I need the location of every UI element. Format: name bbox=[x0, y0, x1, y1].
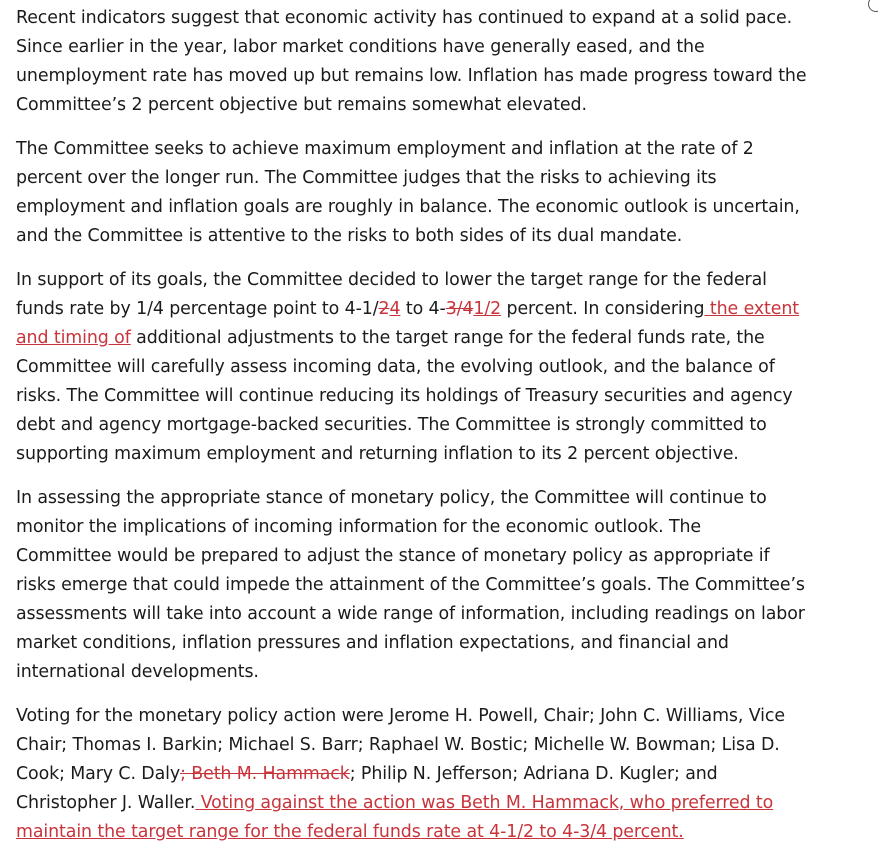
text-line: risks emerge that could impede the attainment of the Committee’s goals. The Committee’s bbox=[16, 575, 805, 595]
text-line: employment and inflation goals are roughly in balance. The economic outlook is uncertain, bbox=[16, 197, 800, 217]
text-run: additional adjustments to the target range for the federal funds rate, the bbox=[130, 328, 765, 348]
deleted-text[interactable]: 3/4 bbox=[445, 299, 474, 319]
paragraph-policy-stance bbox=[16, 484, 878, 687]
text-line-with-revisions bbox=[16, 818, 878, 847]
deleted-text[interactable]: ; Beth M. Hammack bbox=[180, 764, 350, 784]
text-run: Cook; Mary C. Daly bbox=[16, 764, 181, 784]
paragraph-voting bbox=[16, 702, 878, 847]
text-line: debt and agency mortgage-backed securities. The Committee is strongly committed to bbox=[16, 415, 767, 435]
text-line: percent over the longer run. The Committee judges that the risks to achieving its bbox=[16, 168, 717, 188]
text-line: supporting maximum employment and returning inflation to its 2 percent objective. bbox=[16, 444, 739, 464]
text-line: Committee would be prepared to adjust the stance of monetary policy as appropriate if bbox=[16, 546, 770, 566]
text-line: Recent indicators suggest that economic activity has continued to expand at a solid pace. bbox=[16, 8, 793, 28]
text-line: The Committee seeks to achieve maximum employment and inflation at the rate of 2 bbox=[16, 139, 754, 159]
text-line: and the Committee is attentive to the risks to both sides of its dual mandate. bbox=[16, 226, 683, 246]
text-line: Committee’s 2 percent objective but remains somewhat elevated. bbox=[16, 95, 587, 115]
text-line: In assessing the appropriate stance of monetary policy, the Committee will continue to bbox=[16, 488, 767, 508]
paragraph-policy-decision bbox=[16, 266, 878, 469]
text-line-with-revisions bbox=[16, 760, 878, 789]
text-line: monitor the implications of incoming information for the economic outlook. The bbox=[16, 517, 702, 537]
text-line-with-revisions bbox=[16, 324, 878, 353]
text-line-with-revisions bbox=[16, 789, 878, 818]
deleted-text[interactable]: 2 bbox=[378, 299, 390, 319]
text-run: funds rate by 1/4 percentage point to 4-1/ bbox=[16, 299, 379, 319]
text-line: Voting for the monetary policy action were Jerome H. Powell, Chair; John C. Williams, Vice bbox=[16, 706, 785, 726]
text-line: international developments. bbox=[16, 662, 259, 682]
inserted-text[interactable]: Voting against the action was Beth M. Hammack, who preferred to bbox=[195, 793, 774, 813]
inserted-text[interactable]: maintain the target range for the federal funds rate at 4-1/2 to 4-3/4 percent. bbox=[16, 822, 684, 842]
text-line: In support of its goals, the Committee decided to lower the target range for the federal bbox=[16, 270, 767, 290]
paragraph-economic-activity bbox=[16, 4, 878, 120]
text-run: to 4- bbox=[400, 299, 446, 319]
document-body bbox=[16, 4, 878, 862]
inserted-text[interactable]: and timing of bbox=[16, 328, 131, 348]
inserted-text[interactable]: the extent bbox=[704, 299, 800, 319]
text-line: Chair; Thomas I. Barkin; Michael S. Barr; Raphael W. Bostic; Michelle W. Bowman; Lisa D. bbox=[16, 735, 780, 755]
text-run: ; Philip N. Jefferson; Adriana D. Kugler; and bbox=[349, 764, 718, 784]
inserted-text[interactable]: 4 bbox=[389, 299, 401, 319]
text-line: Committee will carefully assess incoming data, the evolving outlook, and the balance of bbox=[16, 357, 775, 377]
text-line: Since earlier in the year, labor market conditions have generally eased, and the bbox=[16, 37, 705, 57]
inserted-text[interactable]: 1/2 bbox=[473, 299, 502, 319]
text-line-with-revisions bbox=[16, 295, 878, 324]
text-line: assessments will take into account a wide range of information, including readings on labor bbox=[16, 604, 805, 624]
text-line: market conditions, inflation pressures and inflation expectations, and financial and bbox=[16, 633, 729, 653]
text-run: Christopher J. Waller. bbox=[16, 793, 196, 813]
text-line: unemployment rate has moved up but remains low. Inflation has made progress toward the bbox=[16, 66, 807, 86]
text-line: risks. The Committee will continue reducing its holdings of Treasury securities and agency bbox=[16, 386, 793, 406]
text-run: percent. In considering bbox=[501, 299, 705, 319]
paragraph-committee-goals bbox=[16, 135, 878, 251]
